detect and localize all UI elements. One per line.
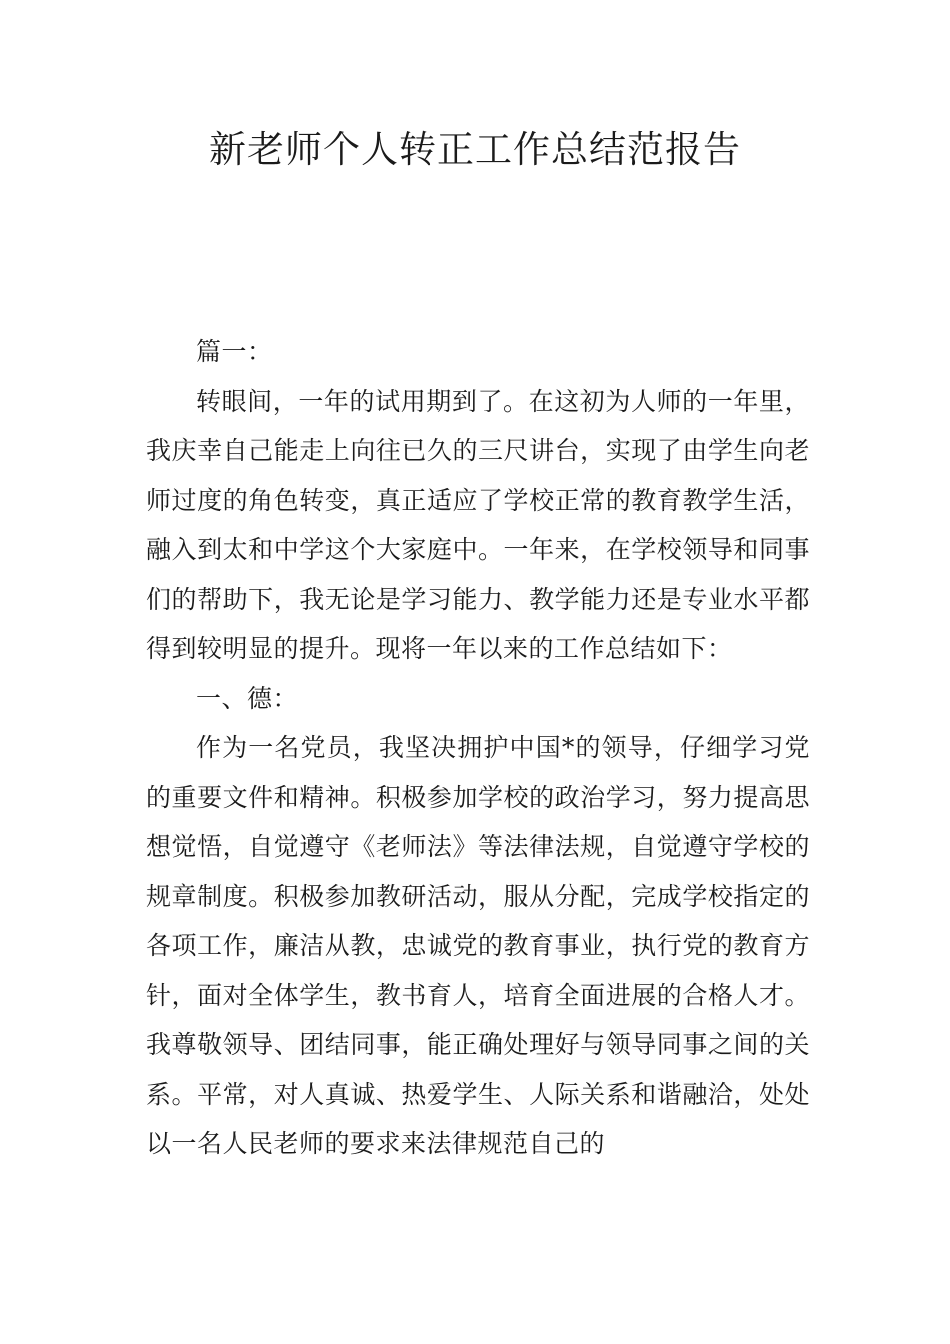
- document-title: 新老师个人转正工作总结范报告: [209, 128, 741, 171]
- paragraph-section-label: 篇一：: [196, 337, 273, 366]
- paragraph-introduction: 转眼间，一年的试用期到了。在这初为人师的一年里，我庆幸自己能走上向往已久的三尺讲台，实现了由学生向老师过度的角色转变，真正适应了学校正常的教育教学生活，融入到太和中学这个大家庭中。一年来，在学校领导和同事们的帮助下，我无论是学习能力、教学能力还是专业水平都得到较明显的提升。现将一年以来的工作总结如下：: [146, 386, 810, 663]
- paragraph-morality-body: 作为一名党员，我坚决拥护中国*的领导，仔细学习党的重要文件和精神。积极参加学校的政治学习，努力提高思想觉悟，自觉遵守《老师法》等法律法规，自觉遵守学校的规章制度。积极参加教研活动，服从分配，完成学校指定的各项工作，廉洁从教，忠诚党的教育事业，执行党的教育方针，面对全体学生，教书育人，培育全面进展的合格人才。我尊敬领导、团结同事，能正确处理好与领导同事之间的关系。平常，对人真诚、热爱学生、人际关系和谐融洽，处处以一名人民老师的要求来法律规范自己的: [146, 733, 810, 1158]
- document-body: [146, 327, 810, 1169]
- paragraph-heading-morality: 一、德：: [196, 683, 299, 713]
